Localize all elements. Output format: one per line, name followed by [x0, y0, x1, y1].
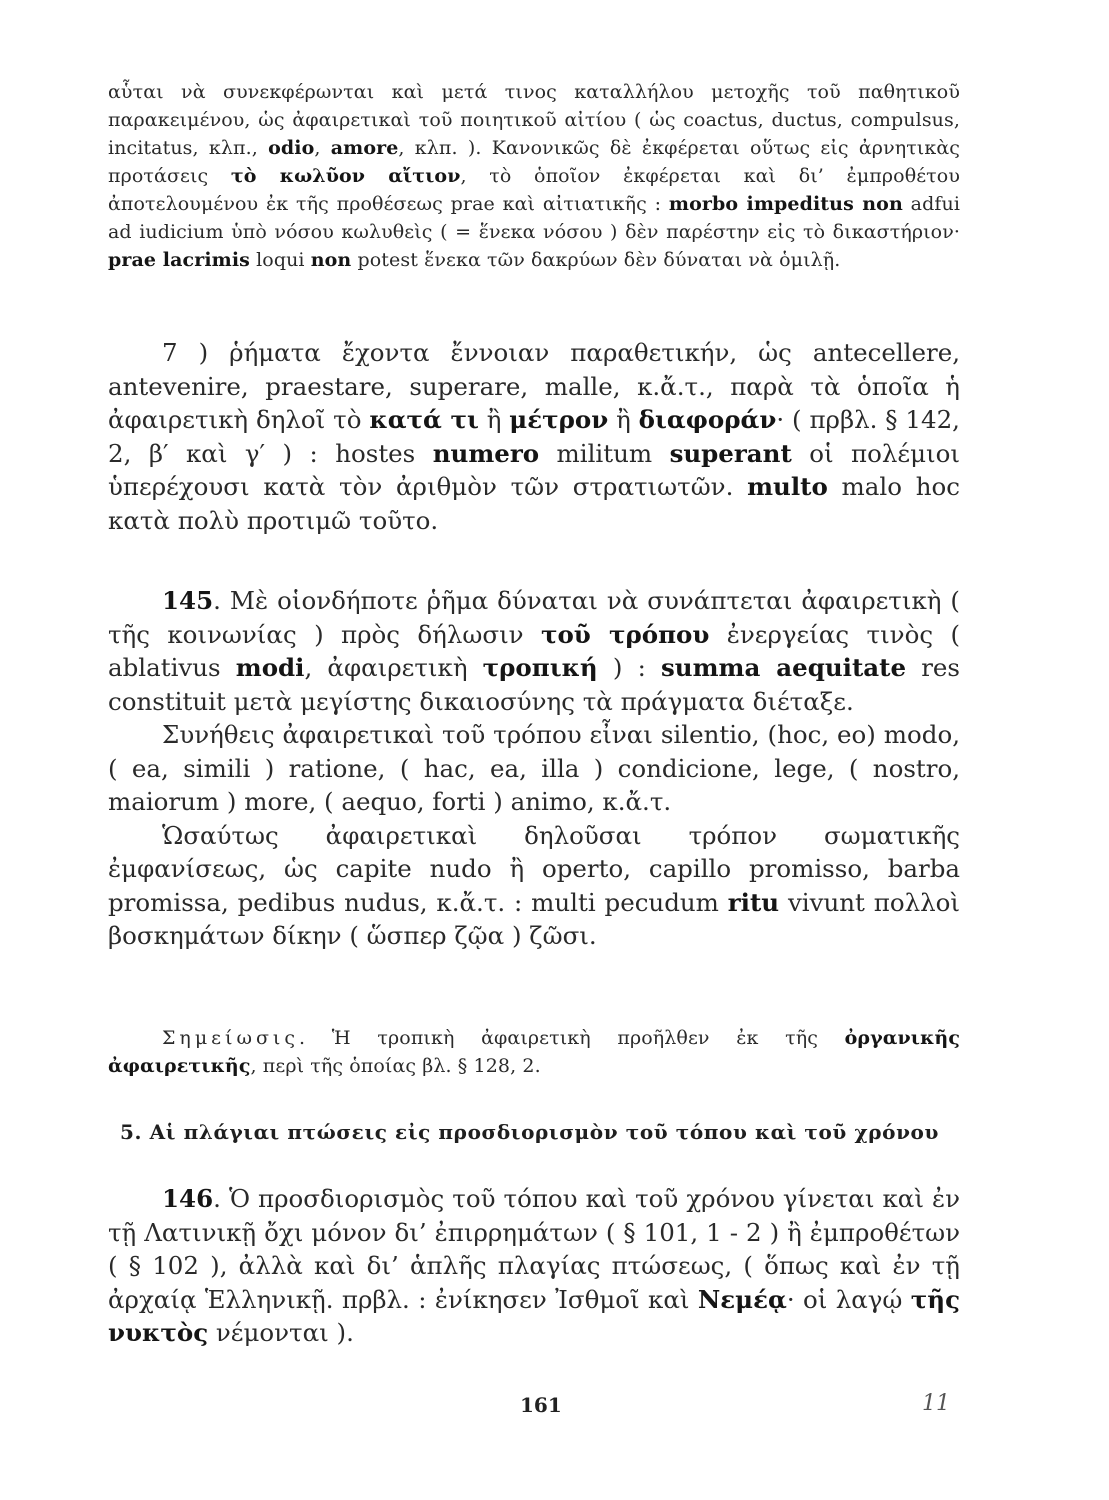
paragraph-text: 145. Μὲ οἱονδήποτε ῥῆμα δύναται νὰ συνάπτεται ἀφαιρετικὴ ( τῆς κοινωνίας ) πρὸς δήλωσιν τοῦ τρόπου ἐνεργείας τινὸς ( ablativus modi, ἀφαιρετικὴ τροπική ) : summa aequitate res constituit μετὰ μεγίστης δικαιοσύνης τὰ πράγματα διέταξε. [108, 586, 961, 716]
section-heading [120, 1120, 939, 1144]
note [108, 1024, 960, 1080]
signature-mark: 11 [922, 1391, 950, 1416]
section-145 [108, 584, 960, 953]
paragraph-text: 146. Ὁ προσδιορισμὸς τοῦ τόπου καὶ τοῦ χρόνου γίνεται καὶ ἐν τῇ Λατινικῇ ὄχι μόνον δι’ ἐπιρρημάτων ( § 101, 1 - 2 ) ἢ ἐμπροθέτων ( § 102 ), ἀλλὰ καὶ δι’ ἁπλῆς πλαγίας πτώσεως, ( ὅπως καὶ ἐν τῇ ἀρχαίᾳ Ἑλληνικῇ. πρβλ. : ἐνίκησεν Ἰσθμοῖ καὶ Νεμέᾳ· οἱ λαγῴ τῆς νυκτὸς νέμονται ). [108, 1184, 960, 1347]
paragraph-text: 7 ) ῥήματα ἔχοντα ἔννοιαν παραθετικήν, ὡς antecellere, antevenire, praestare, superare, malle, κ.ἄ.τ., παρὰ τὰ ὁποῖα ἡ ἀφαιρετικὴ δηλοῖ τὸ κατά τι ἢ μέτρον ἢ διαφοράν· ( πρβλ. § 142, 2, β′ καὶ γ′ ) : hostes numero militum superant οἱ πολέμιοι ὑπερέχουσι κατὰ τὸν ἀριθμὸν τῶν στρατιωτῶν. multo malo hoc κατὰ πολὺ προτιμῶ τοῦτο. [108, 338, 961, 535]
paragraph-text: Συνήθεις ἀφαιρετικαὶ τοῦ τρόπου εἶναι silentio, (hoc, eo) modo, ( ea, simili ) ratione, ( hac, ea, illa ) condicione, lege, ( nostro, maiorum ) more, ( aequo, forti ) animo, κ.ἄ.τ. [108, 720, 960, 816]
section-number: 146 [162, 1184, 214, 1213]
paragraph-text: Σημείωσις. Ἡ τροπικὴ ἀφαιρετικὴ προῆλθεν ἐκ τῆς ὀργανικῆς ἀφαιρετικῆς, περὶ τῆς ὁποίας βλ. § 128, 2. [108, 1027, 960, 1077]
heading-title: Αἱ πλάγιαι πτώσεις εἰς προσδιορισμὸν τοῦ τόπου καὶ τοῦ χρόνου [149, 1120, 939, 1144]
section-number: 145 [162, 586, 214, 615]
paragraph-text: Ὡσαύτως ἀφαιρετικαὶ δηλοῦσαι τρόπον σωματικῆς ἐμφανίσεως, ὡς capite nudo ἢ operto, capillo promisso, barba promissa, pedibus nudus, κ.ἄ.τ. : multi pecudum ritu vivunt πολλοὶ βοσκημάτων δίκην ( ὥσπερ ζῷα ) ζῶσι. [108, 820, 960, 950]
paragraph-text: αὗται νὰ συνεκφέρωνται καὶ μετά τινος καταλλήλου μετοχῆς τοῦ παθητικοῦ παρακειμένου, ὡς ἀφαιρετικαὶ τοῦ ποιητικοῦ αἰτίου ( ὡς coactus, ductus, compulsus, incitatus, κλπ., odio, amore, κλπ. ). Κανονικῶς δὲ ἐκφέρεται οὕτως εἰς ἀρνητικὰς προτάσεις τὸ κωλῦον αἴτιον, τὸ ὁποῖον ἐκφέρεται καὶ δι’ ἐμπροθέτου ἀποτελουμένου ἐκ τῆς προθέσεως prae καὶ αἰτιατικῆς : morbo impeditus non adfui ad iudicium ὑπὸ νόσου κωλυθεὶς ( = ἕνεκα νόσου ) δὲν παρέστην εἰς τὸ δικαστήριον· prae lacrimis loqui non potest ἕνεκα τῶν δακρύων δὲν δύναται νὰ ὁμιλῇ. [108, 81, 961, 271]
page-number: 161 [520, 1393, 562, 1417]
paragraph-continued [108, 78, 960, 274]
heading-number: 5. [120, 1120, 143, 1144]
section-146 [108, 1182, 960, 1350]
note-label: Σημείωσις [162, 1027, 300, 1049]
list-item-7 [108, 336, 960, 537]
